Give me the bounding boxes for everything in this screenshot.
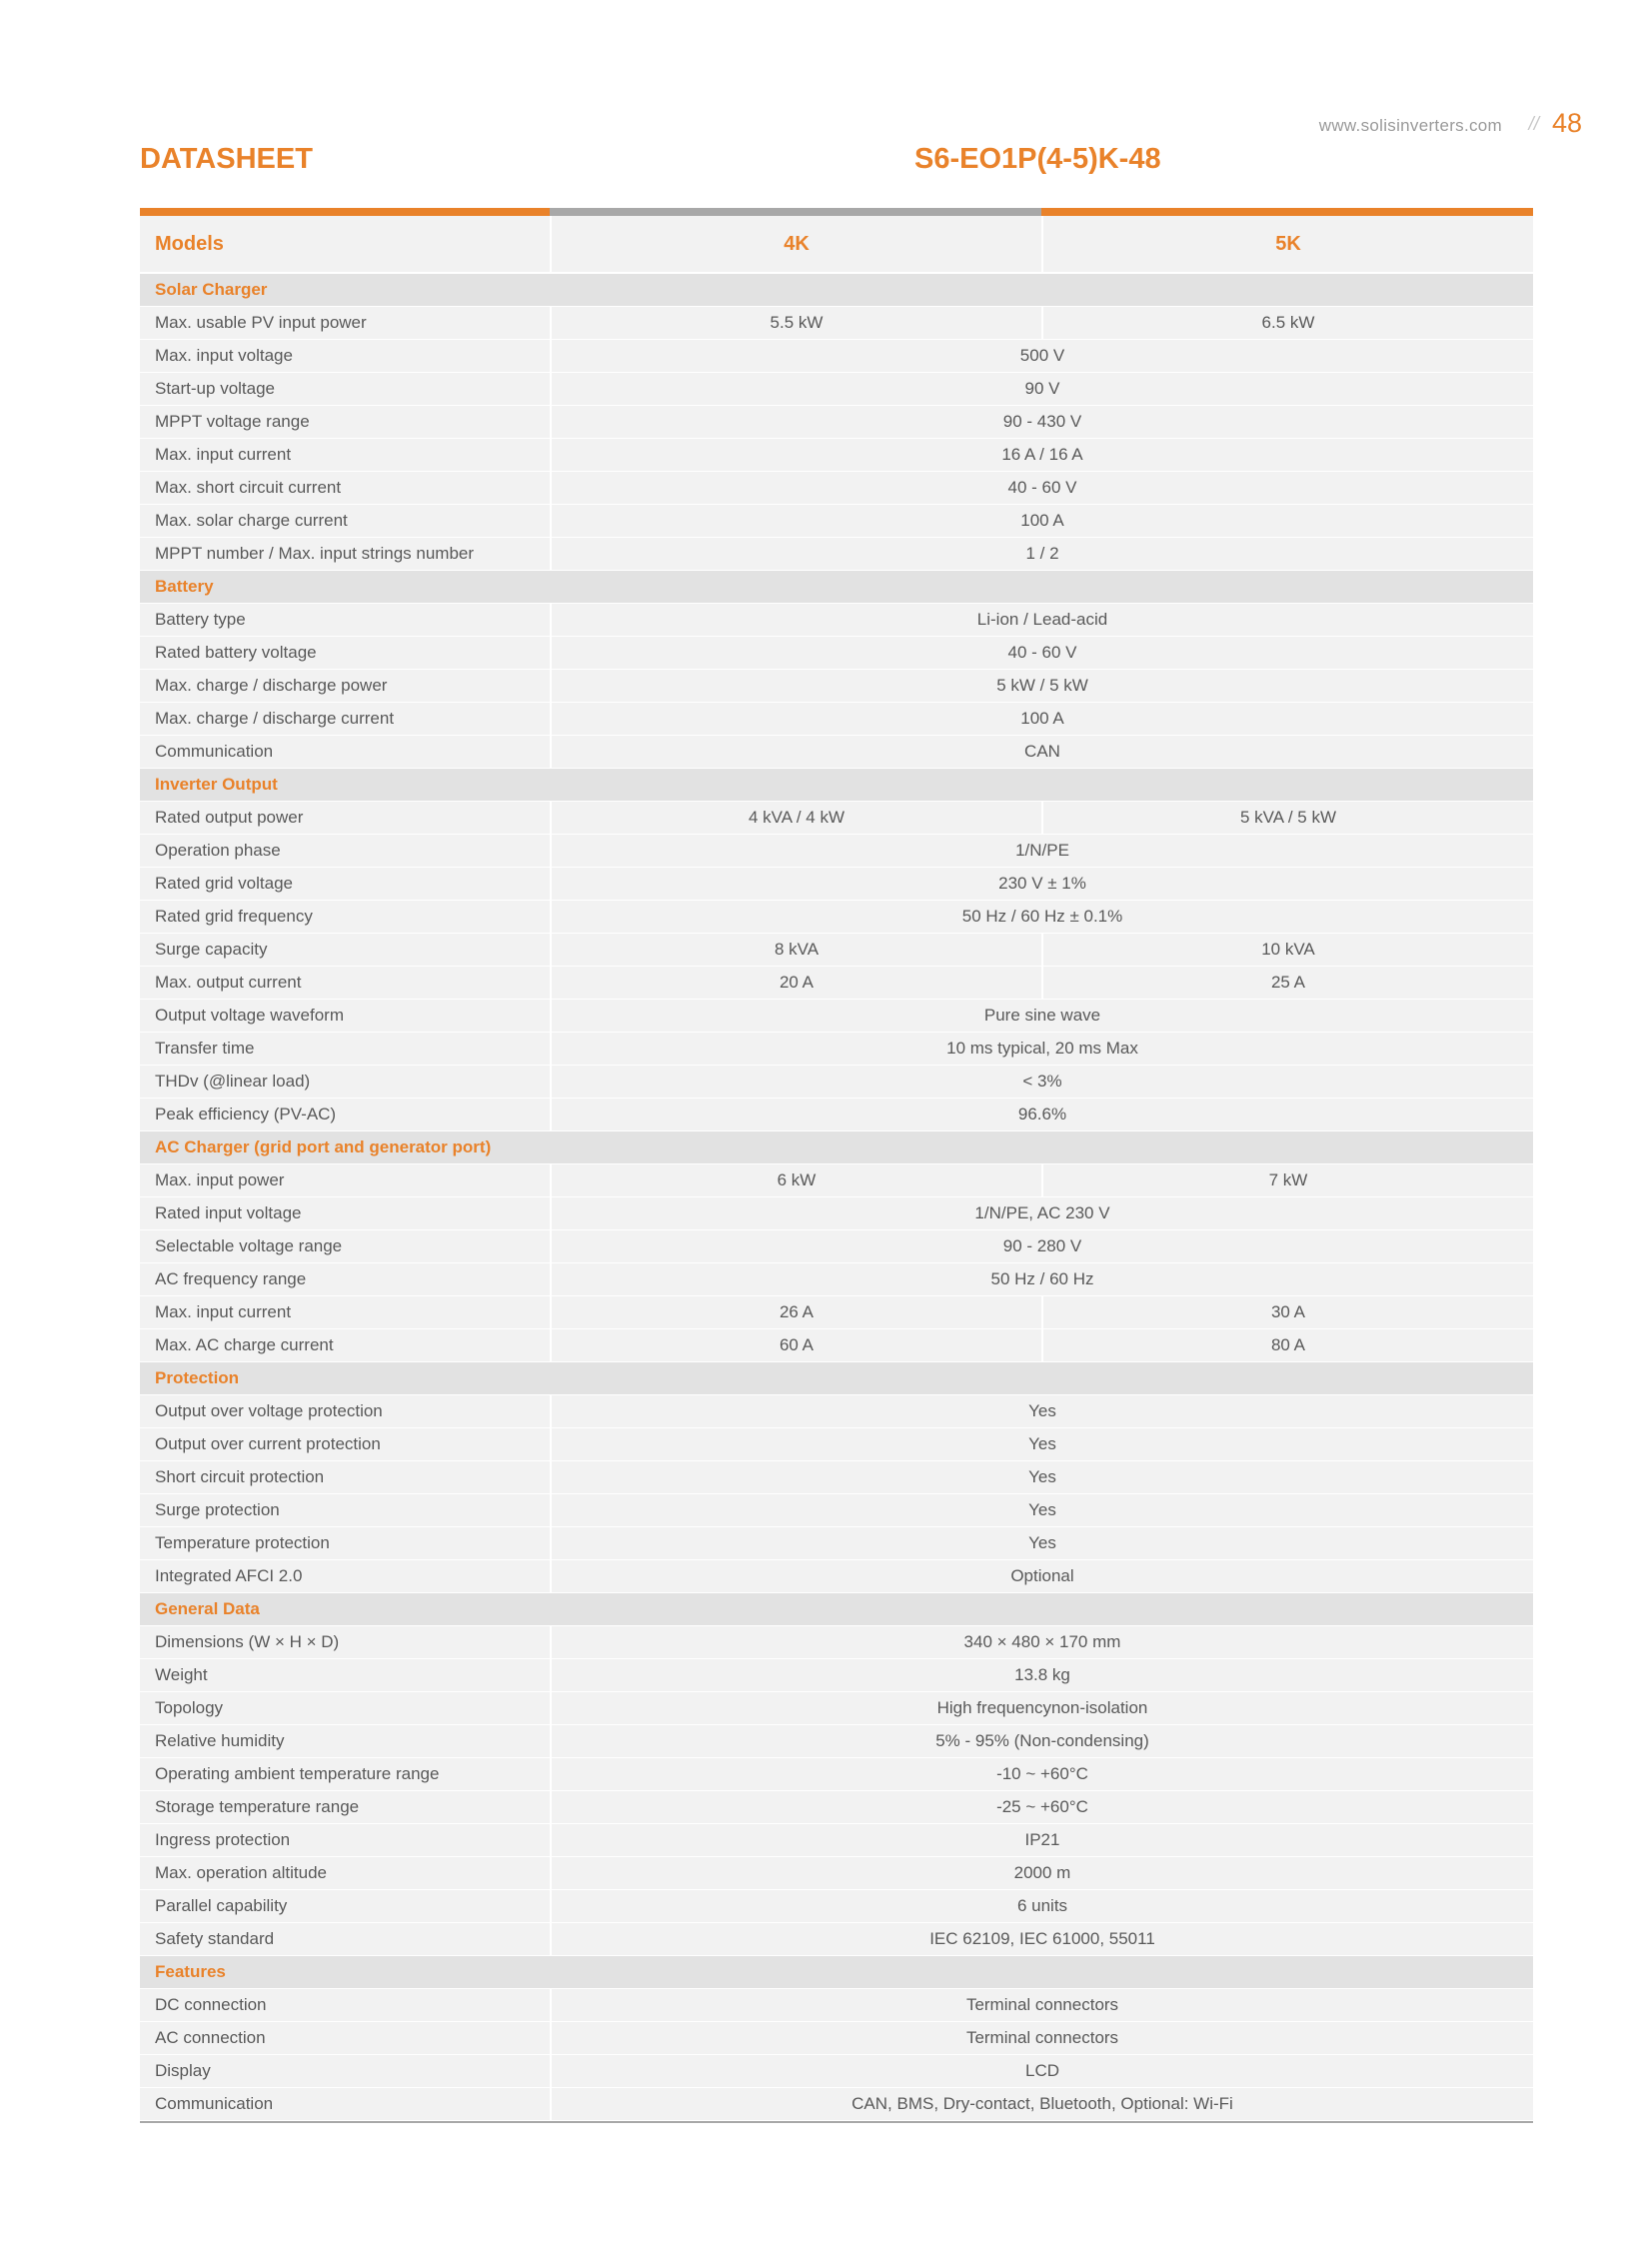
spec-value-5k: 5 kVA / 5 kW bbox=[1041, 802, 1533, 834]
table-row bbox=[140, 604, 1533, 637]
spec-label: Display bbox=[155, 2061, 211, 2080]
page-number: 48 bbox=[1551, 108, 1582, 138]
spec-value-5k: 25 A bbox=[1041, 967, 1533, 999]
spec-value-shared: Optional bbox=[550, 1560, 1533, 1592]
table-row bbox=[140, 1791, 1533, 1824]
spec-label: Temperature protection bbox=[155, 1533, 330, 1552]
website-url[interactable]: www.solisinverters.com bbox=[1318, 116, 1502, 135]
spec-label: DC connection bbox=[155, 1995, 267, 2014]
table-row bbox=[140, 967, 1533, 1000]
spec-value-shared: 1 / 2 bbox=[550, 538, 1533, 570]
spec-label: Rated input voltage bbox=[155, 1203, 302, 1222]
table-row bbox=[140, 835, 1533, 868]
spec-label: Rated battery voltage bbox=[155, 643, 317, 662]
spec-value-shared: 96.6% bbox=[550, 1099, 1533, 1130]
table-row bbox=[140, 802, 1533, 835]
table-row bbox=[140, 934, 1533, 967]
spec-label: Dimensions (W × H × D) bbox=[155, 1632, 340, 1651]
table-row bbox=[140, 1857, 1533, 1890]
table-row bbox=[140, 1164, 1533, 1197]
spec-label: Max. input power bbox=[155, 1170, 285, 1189]
spec-label: Max. output current bbox=[155, 973, 302, 992]
spec-label: Operation phase bbox=[155, 841, 281, 860]
table-row bbox=[140, 1758, 1533, 1791]
table-row bbox=[140, 1428, 1533, 1461]
table-row bbox=[140, 1099, 1533, 1131]
spec-label: Safety standard bbox=[155, 1929, 275, 1948]
spec-value-shared: 90 V bbox=[550, 373, 1533, 405]
table-row bbox=[140, 670, 1533, 703]
table-header-row bbox=[140, 216, 1533, 274]
document-title: DATASHEET bbox=[140, 143, 313, 175]
spec-label: THDv (@linear load) bbox=[155, 1072, 311, 1091]
table-row bbox=[140, 868, 1533, 901]
table-row bbox=[140, 1923, 1533, 1956]
section-header-row bbox=[140, 1131, 1533, 1164]
section-filler bbox=[550, 1131, 1533, 1163]
spec-label: Transfer time bbox=[155, 1039, 255, 1058]
model-title: S6-EO1P(4-5)K-48 bbox=[914, 143, 1161, 175]
table-row bbox=[140, 1000, 1533, 1033]
spec-value-5k: 10 kVA bbox=[1041, 934, 1533, 966]
table-row bbox=[140, 472, 1533, 505]
section-title: Protection bbox=[155, 1368, 240, 1387]
section-title: Solar Charger bbox=[155, 280, 268, 299]
spec-label: Max. usable PV input power bbox=[155, 313, 367, 332]
spec-value-shared: Terminal connectors bbox=[550, 1989, 1533, 2021]
table-row bbox=[140, 373, 1533, 406]
spec-value-5k: 30 A bbox=[1041, 1296, 1533, 1328]
spec-value-shared: 2000 m bbox=[550, 1857, 1533, 1889]
table-row bbox=[140, 307, 1533, 340]
spec-label: Relative humidity bbox=[155, 1731, 285, 1750]
table-row bbox=[140, 1230, 1533, 1263]
table-row bbox=[140, 736, 1533, 769]
spec-label: Weight bbox=[155, 1665, 208, 1684]
spec-label: Max. charge / discharge current bbox=[155, 709, 395, 728]
spec-label: Rated output power bbox=[155, 808, 304, 827]
spec-value-shared: Yes bbox=[550, 1395, 1533, 1427]
spec-value-shared: CAN bbox=[550, 736, 1533, 768]
table-row bbox=[140, 1296, 1533, 1329]
spec-label: Output over voltage protection bbox=[155, 1401, 383, 1420]
spec-value-4k: 26 A bbox=[550, 1296, 1041, 1328]
header-model-5k: 5K bbox=[1041, 216, 1533, 272]
spec-label: Start-up voltage bbox=[155, 379, 276, 398]
table-row bbox=[140, 1890, 1533, 1923]
table-row bbox=[140, 1692, 1533, 1725]
section-filler bbox=[550, 1956, 1533, 1988]
table-row bbox=[140, 1066, 1533, 1099]
spec-value-shared: LCD bbox=[550, 2055, 1533, 2087]
spec-value-shared: Terminal connectors bbox=[550, 2022, 1533, 2054]
section-header-row bbox=[140, 571, 1533, 604]
spec-label: Storage temperature range bbox=[155, 1797, 360, 1816]
table-row bbox=[140, 703, 1533, 736]
spec-value-shared: 340 × 480 × 170 mm bbox=[550, 1626, 1533, 1658]
spec-value-shared: -25 ~ +60°C bbox=[550, 1791, 1533, 1823]
table-row bbox=[140, 439, 1533, 472]
section-title: Features bbox=[155, 1962, 226, 1981]
spec-value-4k: 8 kVA bbox=[550, 934, 1041, 966]
table-row bbox=[140, 1329, 1533, 1362]
spec-value-5k: 6.5 kW bbox=[1041, 307, 1533, 339]
spec-label: Surge capacity bbox=[155, 940, 268, 959]
table-row bbox=[140, 1725, 1533, 1758]
spec-label: Communication bbox=[155, 742, 274, 761]
spec-label: Max. solar charge current bbox=[155, 511, 348, 530]
table-row bbox=[140, 637, 1533, 670]
section-title: General Data bbox=[155, 1599, 260, 1618]
spec-value-shared: 13.8 kg bbox=[550, 1659, 1533, 1691]
section-header-row bbox=[140, 1362, 1533, 1395]
table-row bbox=[140, 505, 1533, 538]
spec-label: Rated grid voltage bbox=[155, 874, 293, 893]
section-header-row bbox=[140, 1593, 1533, 1626]
header-separator: // bbox=[1528, 114, 1539, 135]
spec-label: Battery type bbox=[155, 610, 246, 629]
spec-label: Ingress protection bbox=[155, 1830, 291, 1849]
table-row bbox=[140, 1461, 1533, 1494]
spec-value-4k: 4 kVA / 4 kW bbox=[550, 802, 1041, 834]
rule-segment-accent bbox=[1041, 208, 1533, 216]
table-row bbox=[140, 538, 1533, 571]
spec-value-shared: 50 Hz / 60 Hz ± 0.1% bbox=[550, 901, 1533, 933]
spec-value-4k: 6 kW bbox=[550, 1164, 1041, 1196]
spec-label: Max. input current bbox=[155, 445, 292, 464]
spec-value-shared: Yes bbox=[550, 1428, 1533, 1460]
rule-segment-grey bbox=[550, 208, 1041, 216]
table-row bbox=[140, 1395, 1533, 1428]
table-row bbox=[140, 901, 1533, 934]
section-title: AC Charger (grid port and generator port) bbox=[155, 1137, 492, 1156]
table-row bbox=[140, 1527, 1533, 1560]
spec-value-shared: Yes bbox=[550, 1527, 1533, 1559]
spec-value-shared: 5 kW / 5 kW bbox=[550, 670, 1533, 702]
page-header-bar bbox=[0, 104, 1652, 144]
spec-label: Rated grid frequency bbox=[155, 907, 313, 926]
section-title: Battery bbox=[155, 577, 214, 596]
table-row bbox=[140, 2055, 1533, 2088]
spec-label: Selectable voltage range bbox=[155, 1236, 343, 1255]
spec-value-shared: 40 - 60 V bbox=[550, 472, 1533, 504]
table-row bbox=[140, 1824, 1533, 1857]
spec-label: Parallel capability bbox=[155, 1896, 288, 1915]
spec-value-5k: 7 kW bbox=[1041, 1164, 1533, 1196]
table-row bbox=[140, 1033, 1533, 1066]
spec-value-shared: 5% - 95% (Non-condensing) bbox=[550, 1725, 1533, 1757]
spec-label: AC connection bbox=[155, 2028, 266, 2047]
table-row bbox=[140, 406, 1533, 439]
spec-label: Short circuit protection bbox=[155, 1467, 325, 1486]
spec-label: Output over current protection bbox=[155, 1434, 381, 1453]
spec-value-shared: High frequencynon-isolation bbox=[550, 1692, 1533, 1724]
spec-label: Operating ambient temperature range bbox=[155, 1764, 440, 1783]
table-row bbox=[140, 1263, 1533, 1296]
spec-value-shared: 500 V bbox=[550, 340, 1533, 372]
table-row bbox=[140, 1494, 1533, 1527]
spec-value-shared: 100 A bbox=[550, 505, 1533, 537]
header-model-4k: 4K bbox=[550, 216, 1041, 272]
table-row bbox=[140, 1197, 1533, 1230]
spec-value-shared: 50 Hz / 60 Hz bbox=[550, 1263, 1533, 1295]
spec-label: MPPT voltage range bbox=[155, 412, 310, 431]
spec-value-shared: CAN, BMS, Dry-contact, Bluetooth, Optional: Wi-Fi bbox=[550, 2088, 1533, 2120]
section-filler bbox=[550, 1362, 1533, 1394]
spec-value-shared: 90 - 430 V bbox=[550, 406, 1533, 438]
spec-label: Max. short circuit current bbox=[155, 478, 342, 497]
spec-value-shared: 100 A bbox=[550, 703, 1533, 735]
table-row bbox=[140, 2088, 1533, 2121]
spec-value-4k: 60 A bbox=[550, 1329, 1041, 1361]
table-row bbox=[140, 2022, 1533, 2055]
table-top-rule bbox=[140, 208, 1533, 216]
spec-value-shared: 1/N/PE, AC 230 V bbox=[550, 1197, 1533, 1229]
spec-value-shared: Li-ion / Lead-acid bbox=[550, 604, 1533, 636]
spec-label: Max. operation altitude bbox=[155, 1863, 327, 1882]
table-row bbox=[140, 1560, 1533, 1593]
section-title: Inverter Output bbox=[155, 775, 278, 794]
spec-value-shared: -10 ~ +60°C bbox=[550, 1758, 1533, 1790]
spec-value-5k: 80 A bbox=[1041, 1329, 1533, 1361]
spec-label: Max. charge / discharge power bbox=[155, 676, 388, 695]
table-bottom-rule bbox=[140, 2121, 1533, 2123]
spec-label: Output voltage waveform bbox=[155, 1006, 344, 1025]
section-header-row bbox=[140, 274, 1533, 307]
spec-value-shared: IEC 62109, IEC 61000, 55011 bbox=[550, 1923, 1533, 1955]
spec-value-shared: 90 - 280 V bbox=[550, 1230, 1533, 1262]
table-row bbox=[140, 340, 1533, 373]
section-filler bbox=[550, 274, 1533, 306]
section-filler bbox=[550, 571, 1533, 603]
table-row bbox=[140, 1989, 1533, 2022]
spec-label: MPPT number / Max. input strings number bbox=[155, 544, 475, 563]
spec-label: AC frequency range bbox=[155, 1269, 307, 1288]
spec-value-shared: 40 - 60 V bbox=[550, 637, 1533, 669]
spec-table bbox=[140, 208, 1533, 2123]
spec-value-shared: IP21 bbox=[550, 1824, 1533, 1856]
spec-value-shared: Yes bbox=[550, 1494, 1533, 1526]
spec-label: Integrated AFCI 2.0 bbox=[155, 1566, 303, 1585]
section-header-row bbox=[140, 1956, 1533, 1989]
spec-label: Max. input current bbox=[155, 1302, 292, 1321]
spec-value-shared: 1/N/PE bbox=[550, 835, 1533, 867]
table-row bbox=[140, 1626, 1533, 1659]
spec-label: Peak efficiency (PV-AC) bbox=[155, 1105, 337, 1123]
section-header-row bbox=[140, 769, 1533, 802]
spec-label: Max. input voltage bbox=[155, 346, 293, 365]
spec-value-shared: 16 A / 16 A bbox=[550, 439, 1533, 471]
spec-label: Communication bbox=[155, 2094, 274, 2113]
table-row bbox=[140, 1659, 1533, 1692]
spec-value-4k: 20 A bbox=[550, 967, 1041, 999]
spec-value-shared: 230 V ± 1% bbox=[550, 868, 1533, 900]
spec-value-shared: Pure sine wave bbox=[550, 1000, 1533, 1032]
section-filler bbox=[550, 769, 1533, 801]
spec-value-shared: 6 units bbox=[550, 1890, 1533, 1922]
spec-value-shared: < 3% bbox=[550, 1066, 1533, 1098]
table-body bbox=[140, 274, 1533, 2121]
spec-value-shared: Yes bbox=[550, 1461, 1533, 1493]
spec-label: Topology bbox=[155, 1698, 224, 1717]
spec-label: Surge protection bbox=[155, 1500, 280, 1519]
spec-value-shared: 10 ms typical, 20 ms Max bbox=[550, 1033, 1533, 1065]
spec-label: Max. AC charge current bbox=[155, 1335, 334, 1354]
rule-segment-accent bbox=[140, 208, 550, 216]
header-models-label: Models bbox=[155, 232, 224, 255]
spec-value-4k: 5.5 kW bbox=[550, 307, 1041, 339]
section-filler bbox=[550, 1593, 1533, 1625]
